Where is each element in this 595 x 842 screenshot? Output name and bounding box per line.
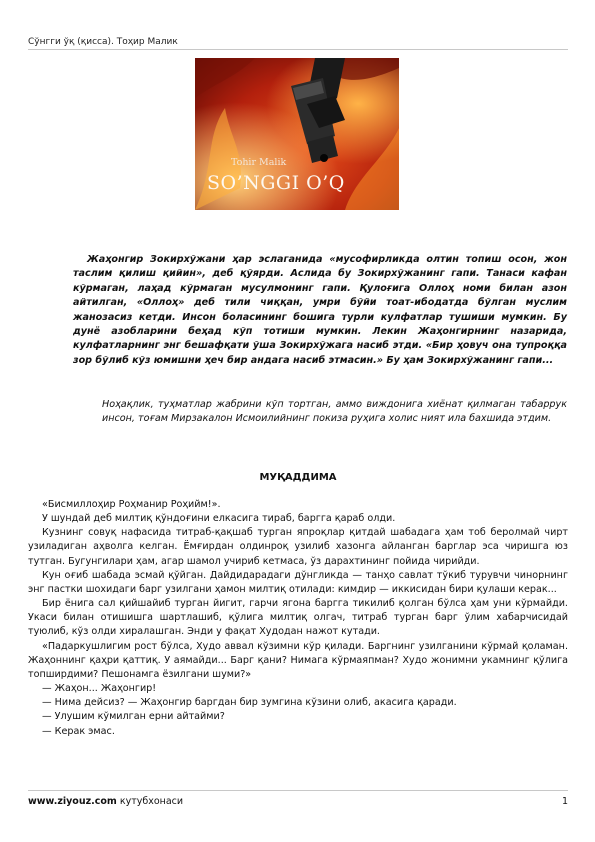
dialogue-line: — Керак эмас. xyxy=(42,725,115,737)
dialogue-line: — Улушим кўмилган ерни айтайми? xyxy=(42,711,225,723)
cover-title: SO’NGGI O’Q xyxy=(207,172,345,194)
paragraph: «Падаркушлигим рост бўлса, Худо аввал кўзимни кўр қилади. Баргнинг узилганини кўрмай қоламан. Жаҳоннинг қаҳри қаттиқ. У аямайди... Барг қани? Нимага кўрмаяпман? Худо жонимни укамнинг қўлига топширдими? Пешонамга ёзилгани шуми?» xyxy=(28,640,568,680)
running-header: Сўнгги ўқ (қисса). Тоҳир Малик xyxy=(28,37,178,47)
page-number: 1 xyxy=(561,796,568,807)
dedication-text: Ноҳақлик, туҳматлар жабрини кўп тортган, аммо виждонига хиёнат қилмаган табаррук инсон, тоғам Мирзакалон Исмоилийнинг покиза руҳига холис ният ила бахшида этдим. xyxy=(102,399,567,425)
dialogue-line: — Жаҳон... Жаҳонгир! xyxy=(42,683,157,695)
footer-library-label: кутубхонаси xyxy=(119,796,184,807)
paragraph: У шундай деб милтиқ қўндоғини елкасига тираб, баргга қараб олди. xyxy=(42,513,396,525)
book-cover-image xyxy=(195,58,399,210)
cover-author: Tohir Malik xyxy=(231,157,287,168)
footer-divider xyxy=(28,790,568,791)
footer-source xyxy=(28,796,183,807)
paragraph: «Бисмиллоҳир Роҳманир Роҳийм!». xyxy=(42,499,221,510)
dialogue-line: — Нима дейсиз? — Жаҳонгир баргдан бир зумгина кўзини олиб, акасига қаради. xyxy=(42,697,457,709)
epigraph-text: Жаҳонгир Зокирхўжани ҳар эслаганида «мусофирликда олтин топиш осон, жон таслим қилиш қийин», деб қўярди. Аслида бу Зокирхўжанинг гапи. Танаси кафан кўрмаган, лаҳад кўрмаган мусулмонинг гапи. Қулоғига Оллоҳ номи билан азон айтилган, «Оллоҳ» деб тили чиққан, умри бўйи тоат-ибодатда бўлган муслим жанозасиз кетди. Инсон боласининг бошига турли кулфатлар тушиши мумкин. Бу дунё азобларини беҳад кўп тотиши мумкин. Лекин Жаҳонгирнинг назарида, кулфатларнинг энг бешафқати ўша Зокирхўжага насиб этди. «Бир ҳовуч она тупроққа зор бўлиб кўз юмишни ҳеч бир андага насиб этмасин.» Бу ҳам Зокирхўжанинг гапи... xyxy=(73,254,567,366)
footer-site-link[interactable]: www.ziyouz.com xyxy=(28,796,117,807)
header-divider xyxy=(28,49,568,50)
body-text xyxy=(28,498,568,739)
paragraph: Кузнинг совуқ нафасида титраб-қақшаб турган япроқлар қитдай шабадага ҳам тоб беролмай чирт узиладиган аҳволга келган. Ёмғирдан олдинроқ узилиб хазонга айланган барглар эса чиришга юз тутган. Бугунгилари ҳам, агар шамол учириб кетмаса, ўз дарахтининг пойида чирийди. xyxy=(28,527,568,567)
paragraph: Кун оғиб шабада эсмай қўйган. Дайдидарадаги дўнгликда — танҳо савлат тўкиб турувчи чинорнинг энг пастки шохидаги барг узилгани ҳамон милтиқ отилади: кимдир — иккисидан бири қулаши керак... xyxy=(28,569,568,595)
section-title: МУҚАДДИМА xyxy=(259,472,337,483)
paragraph: Бир ёнига сал қийшайиб турган йигит, гарчи ягона баргга тикилиб қолган бўлса ҳам уни кўрмайди. Укаси билан отишишга шартлашиб, қўлига милтиқ олгач, титраб турган барг ўлим хабарчисидай туюлиб, кўз олди хиралашган. Энди у фақат Худодан нажот кутади. xyxy=(28,598,568,638)
